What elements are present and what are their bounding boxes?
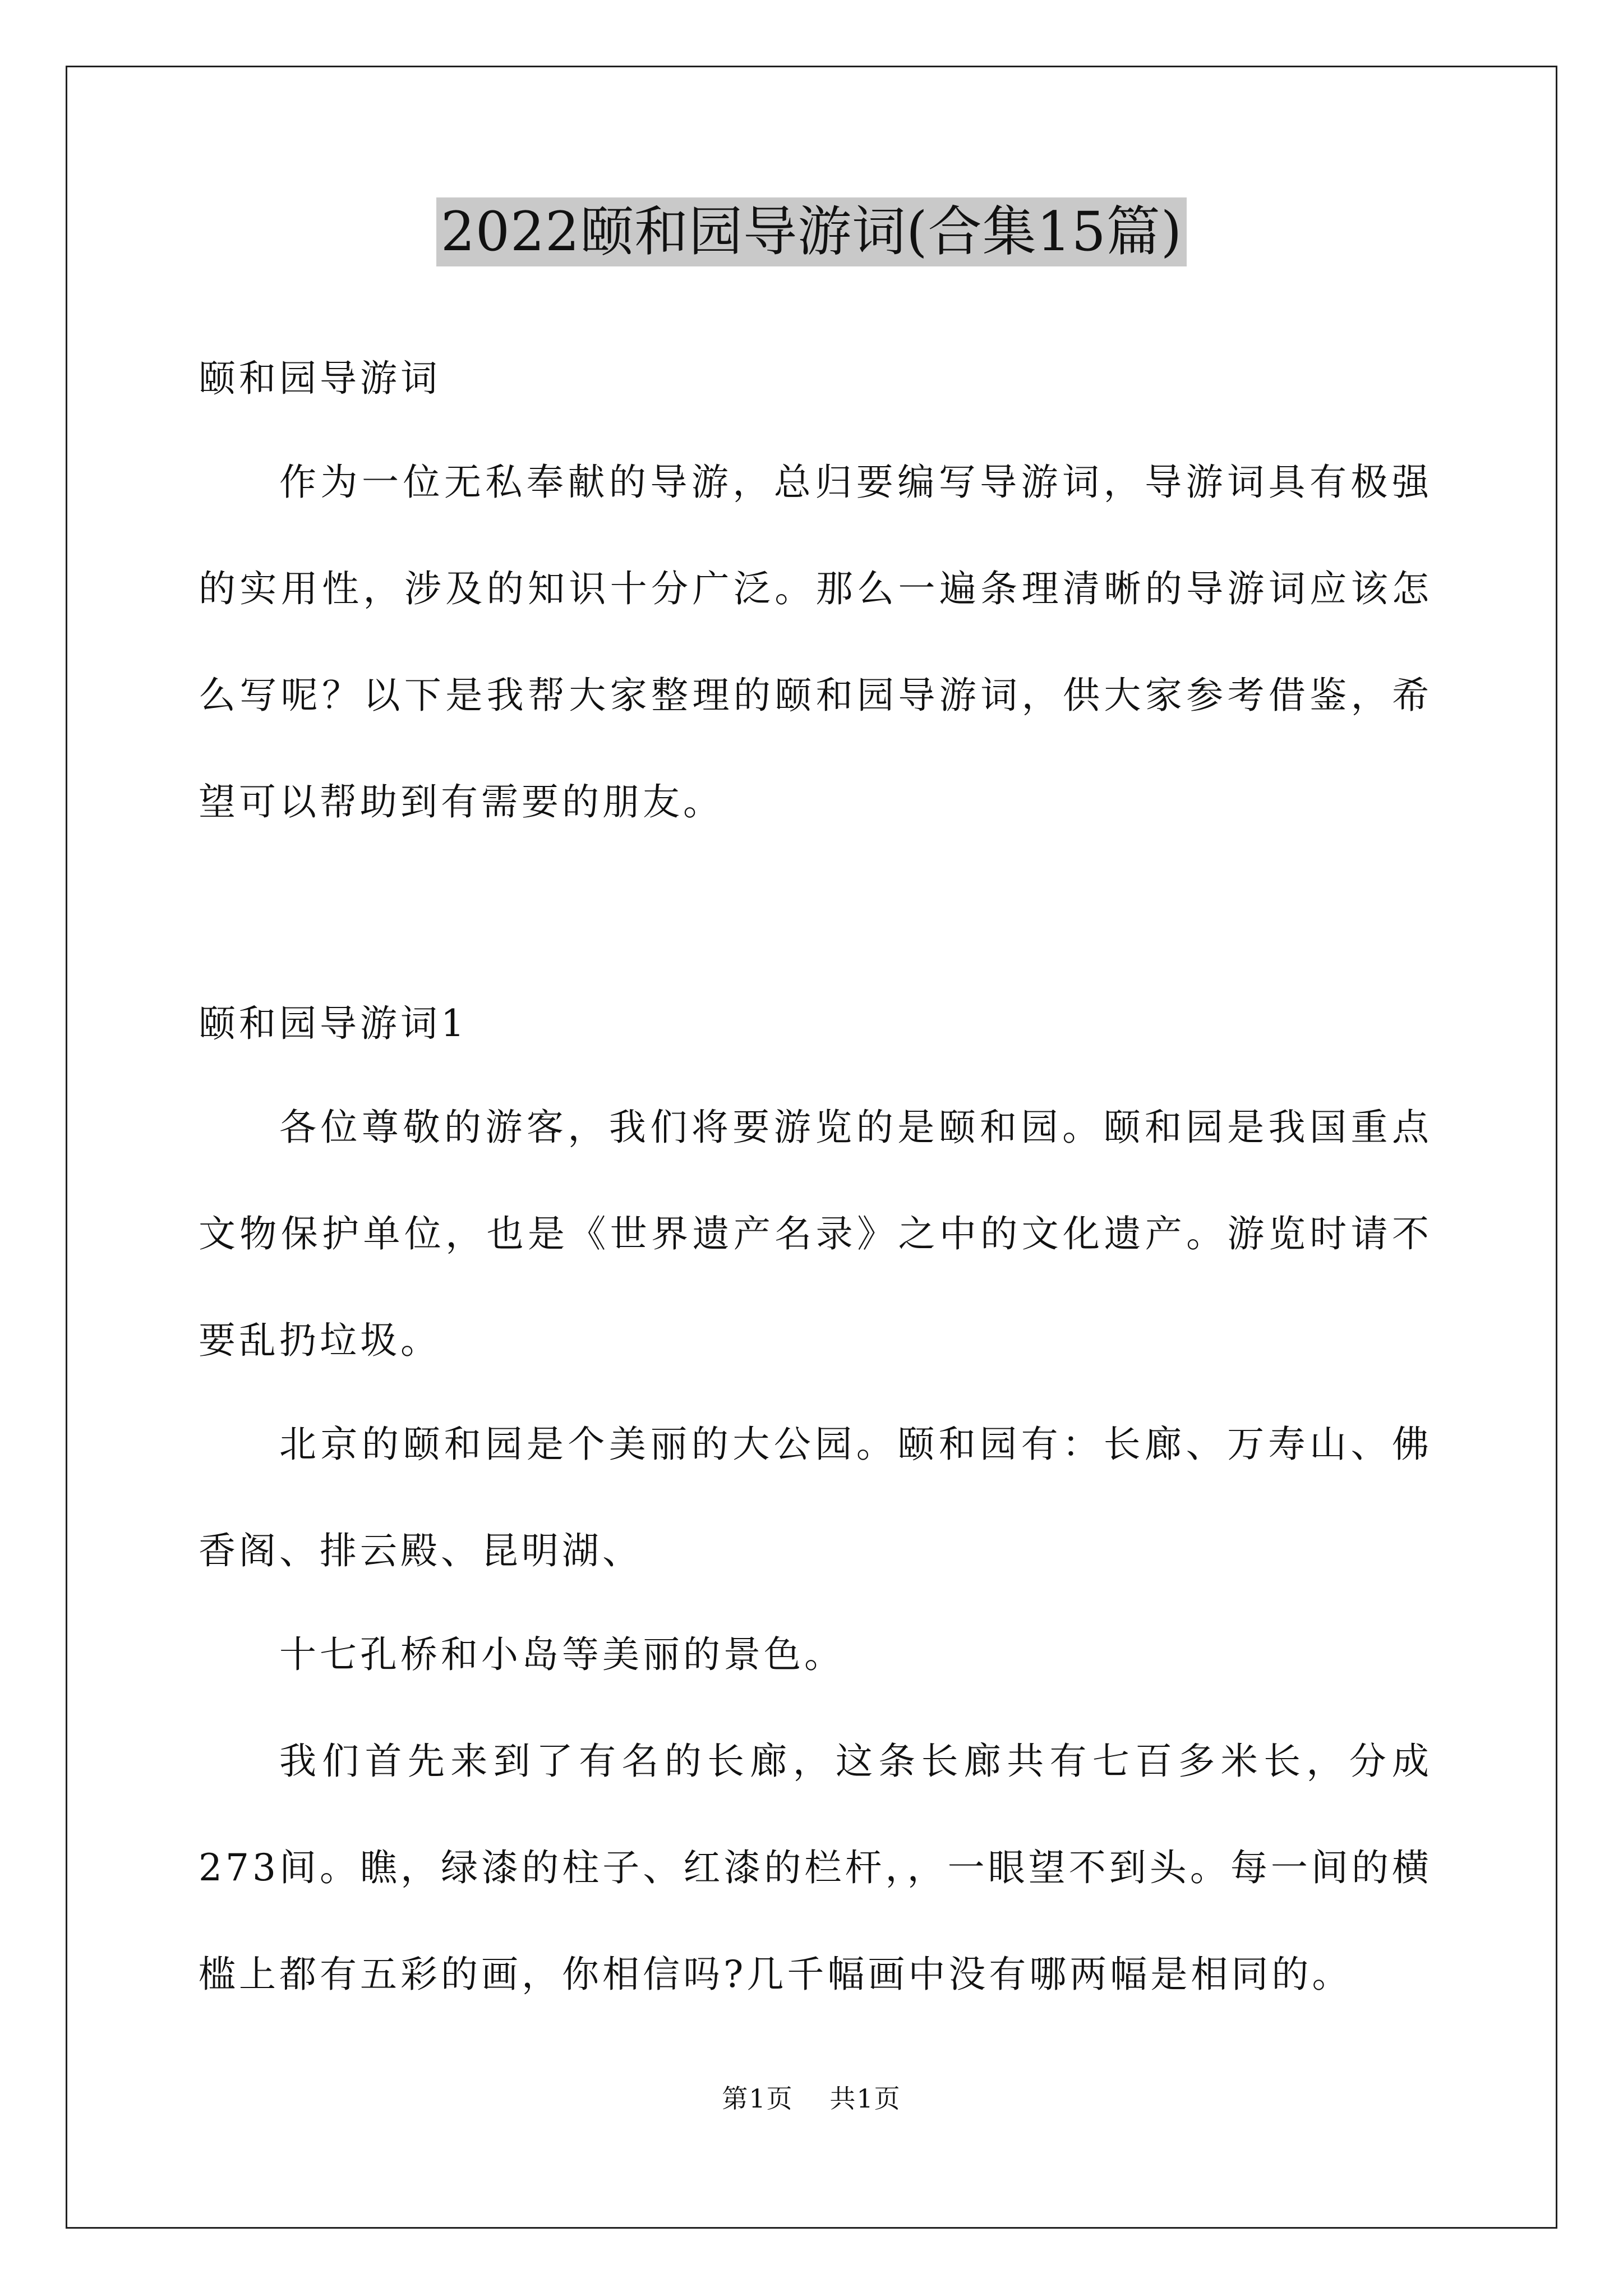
- document-title: 2022颐和园导游词(合集15篇): [436, 197, 1187, 266]
- paragraph-4: 我们首先来到了有名的长廊，这条长廊共有七百多米长，分成273间。瞧，绿漆的柱子、红漆的栏杆，，一眼望不到头。每一间的横槛上都有五彩的画，你相信吗?几千幅画中没有哪两幅是相同的。: [199, 1740, 1432, 1996]
- page-footer: [0, 2078, 1623, 2115]
- paragraph-3: 十七孔桥和小岛等美丽的景色。: [279, 1633, 845, 1676]
- section-heading-1: 颐和园导游词1: [199, 1002, 468, 1045]
- intro-paragraph: 作为一位无私奉献的导游，总归要编写导游词，导游词具有极强的实用性，涉及的知识十分广泛。那么一遍条理清晰的导游词应该怎么写呢？以下是我帮大家整理的颐和园导游词，供大家参考借鉴，希望可以帮助到有需要的朋友。: [199, 461, 1432, 823]
- page-number-current: 第1页: [722, 2083, 794, 2114]
- page-number-total: 共1页: [829, 2083, 901, 2114]
- paragraph-1: 各位尊敬的游客，我们将要游览的是颐和园。颐和园是我国重点文物保护单位，也是《世界遗产名录》之中的文化遗产。游览时请不要乱扔垃圾。: [199, 1106, 1432, 1362]
- section-heading-main: 颐和园导游词: [199, 357, 441, 400]
- paragraph-2: 北京的颐和园是个美丽的大公园。颐和园有：长廊、万寿山、佛香阁、排云殿、昆明湖、: [199, 1423, 1432, 1572]
- title-container: [0, 197, 1623, 266]
